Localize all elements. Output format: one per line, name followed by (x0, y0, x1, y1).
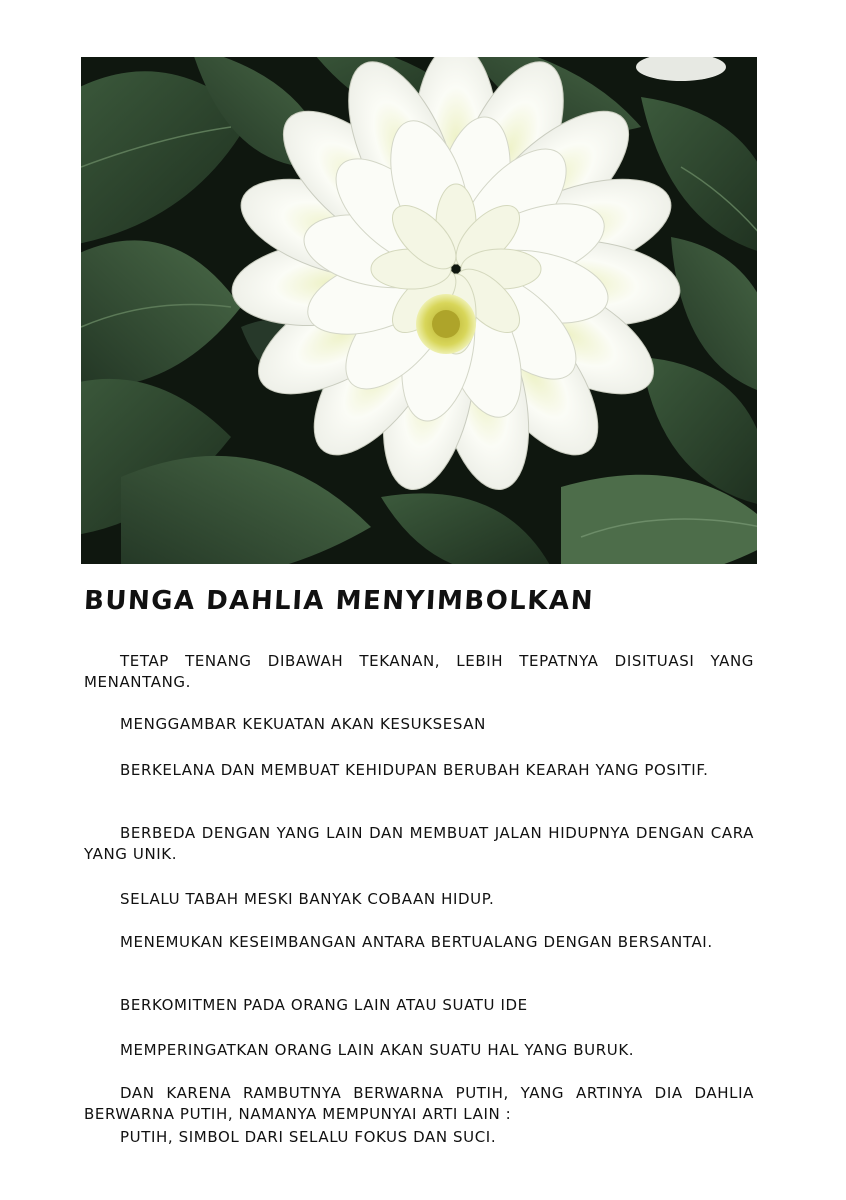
paragraph-3: BERKELANA DAN MEMBUAT KEHIDUPAN BERUBAH KEARAH YANG POSITIF. (120, 761, 709, 779)
paragraph-9: DAN KARENA RAMBUTNYA BERWARNA PUTIH, YANG ARTINYA DIA DAHLIA BERWARNA PUTIH, NAMANYA MEMPUNYAI ARTI LAIN : (84, 1084, 754, 1123)
paragraph-8: MEMPERINGATKAN ORANG LAIN AKAN SUATU HAL YANG BURUK. (120, 1041, 635, 1059)
paragraph-2: MENGGAMBAR KEKUATAN AKAN KESUKSESAN (120, 715, 486, 733)
page-title: BUNGA DAHLIA MENYIMBOLKAN (83, 586, 595, 616)
white-dahlia-photo (81, 57, 757, 564)
paragraph-5: SELALU TABAH MESKI BANYAK COBAAN HIDUP. (120, 890, 495, 908)
final-line: PUTIH, SIMBOL DARI SELALU FOKUS DAN SUCI. (120, 1128, 497, 1146)
paragraph-1: TETAP TENANG DIBAWAH TEKANAN, LEBIH TEPATNYA DISITUASI YANG MENANTANG. (84, 652, 754, 691)
paragraph-6: MENEMUKAN KESEIMBANGAN ANTARA BERTUALANG DENGAN BERSANTAI. (120, 933, 713, 951)
paragraph-7: BERKOMITMEN PADA ORANG LAIN ATAU SUATU IDE (120, 996, 528, 1014)
paragraph-4: BERBEDA DENGAN YANG LAIN DAN MEMBUAT JALAN HIDUPNYA DENGAN CARA YANG UNIK. (84, 824, 754, 863)
